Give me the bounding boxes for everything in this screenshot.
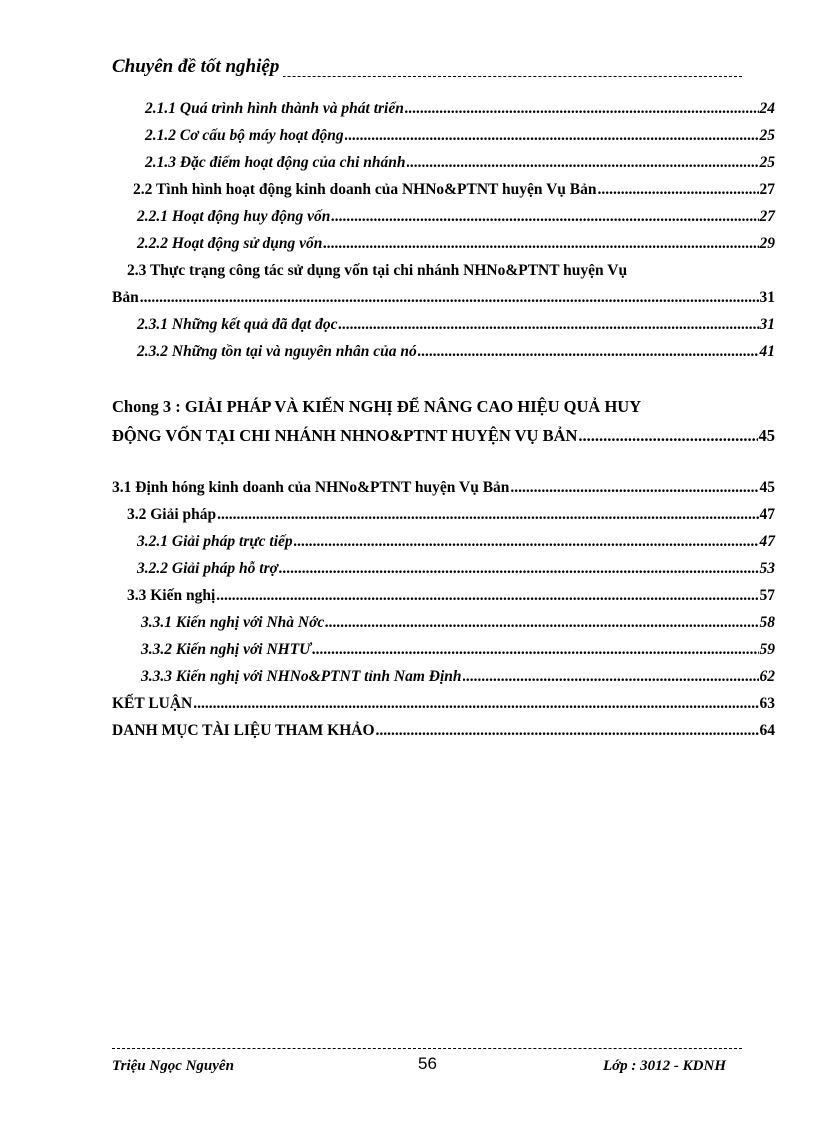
- toc-entry: [137, 343, 775, 361]
- toc-entry-text: 3.2 Giải pháp: [127, 506, 217, 523]
- toc-entry-page: 63: [759, 695, 775, 712]
- toc-entry: [141, 668, 775, 686]
- toc-entry: [112, 722, 775, 740]
- toc-entry-text: 2.2 Tình hình hoạt động kinh doanh của NHNo&PTNT huyện Vụ Bản: [133, 181, 597, 198]
- toc-entry-page: 45: [759, 479, 775, 496]
- dot-leader: [510, 479, 758, 497]
- toc-entry: [112, 289, 775, 307]
- dot-leader: [578, 426, 757, 446]
- toc-entry-text: 3.3.1 Kiến nghị với Nhà Nớc: [141, 614, 325, 631]
- toc-entry-page: 31: [759, 289, 775, 306]
- toc-entry-page: 45: [758, 426, 775, 445]
- toc-entry-page: 64: [759, 722, 775, 739]
- toc-entry-page: 25: [759, 154, 775, 171]
- toc-entry-page: 29: [759, 235, 775, 252]
- toc-entry-page: 31: [759, 316, 775, 333]
- toc-entry: [145, 127, 775, 145]
- toc-entry-text: 3.3 Kiến nghị: [127, 587, 216, 604]
- toc-entry-text: 2.3.2 Những tồn tại và nguyên nhân của nó: [137, 343, 417, 360]
- toc-entry-page: 41: [759, 343, 775, 360]
- toc-entry-page: 47: [759, 533, 775, 550]
- toc-entry: [145, 100, 775, 118]
- toc-entry: [141, 614, 775, 632]
- toc-entry: [127, 587, 775, 605]
- toc-entry-text: 3.3.2 Kiến nghị với NHTƯ: [141, 641, 312, 658]
- dot-leader: [597, 181, 758, 199]
- footer-rule: [112, 1048, 742, 1049]
- page-footer: [112, 1044, 742, 1084]
- toc-entry-page: 24: [759, 100, 775, 117]
- page-header: [112, 52, 742, 82]
- toc-entry: [137, 235, 775, 253]
- dot-leader: [217, 506, 758, 524]
- toc-entry-text: KẾT LUẬN: [112, 695, 193, 712]
- toc-entry: [137, 208, 775, 226]
- toc-entry-page: 62: [759, 668, 775, 685]
- dot-leader: [418, 343, 759, 361]
- toc-entry: [133, 181, 775, 199]
- dot-leader: [325, 614, 758, 632]
- toc-entry: [112, 695, 775, 713]
- toc-entry-page: 27: [759, 208, 775, 225]
- chapter-entry: [112, 426, 775, 446]
- toc-entry-page: 47: [759, 506, 775, 523]
- toc-entry-text: ĐỘNG VỐN TẠI CHI NHÁNH NHNO&PTNT HUYỆN VỤ BẢN: [112, 426, 578, 445]
- dot-leader: [407, 154, 759, 172]
- toc-entry-text: 2.2.2 Hoạt động sử dụng vốn: [137, 235, 323, 252]
- toc-entry-text: 2.3.1 Những kết quả đã đạt đọc: [137, 316, 338, 333]
- toc-entry-page: 25: [759, 127, 775, 144]
- toc-entry-text: 2.1.2 Cơ cấu bộ máy hoạt động: [145, 127, 344, 144]
- toc-entry-text: 2.2.1 Hoạt động huy động vốn: [137, 208, 331, 225]
- header-title: Chuyên đề tốt nghiệp: [112, 56, 283, 78]
- dot-leader: [405, 100, 759, 118]
- toc-entry: [137, 533, 775, 551]
- toc-entry: [145, 154, 775, 172]
- dot-leader: [376, 722, 759, 740]
- footer-class: Lớp : 3012 - KDNH: [602, 1058, 726, 1074]
- toc-entry-page: 27: [759, 181, 775, 198]
- dot-leader: [216, 587, 758, 605]
- toc-entry: [137, 560, 775, 578]
- dot-leader: [323, 235, 758, 253]
- toc-entry: [141, 641, 775, 659]
- toc-entry: [127, 506, 775, 524]
- dot-leader: [338, 316, 758, 334]
- toc-entry-text: 2.1.1 Quá trình hình thành và phát triển: [145, 100, 404, 117]
- toc-entry: [112, 479, 775, 497]
- toc-entry-text: DANH MỤC TÀI LIỆU THAM KHẢO: [112, 722, 375, 739]
- toc-entry-page: 53: [759, 560, 775, 577]
- chapter-heading-line: Chong 3 : GIẢI PHÁP VÀ KIẾN NGHỊ ĐỂ NÂNG CAO HIỆU QUẢ HUY: [112, 397, 642, 416]
- dot-leader: [331, 208, 758, 226]
- toc-entry-text: 3.3.3 Kiến nghị với NHNo&PTNT tỉnh Nam Định: [141, 668, 462, 685]
- dot-leader: [294, 533, 759, 551]
- dot-leader: [140, 289, 759, 307]
- dot-leader: [312, 641, 758, 659]
- footer-author: Triệu Ngọc Nguyên: [112, 1058, 234, 1074]
- dot-leader: [193, 695, 758, 713]
- toc-entry-page: 57: [759, 587, 775, 604]
- dot-leader: [345, 127, 759, 145]
- toc-entry-page: 58: [759, 614, 775, 631]
- toc-entry-text: 3.1 Định hóng kinh doanh của NHNo&PTNT huyện Vụ Bản: [112, 479, 510, 496]
- toc-entry-page: 59: [759, 641, 775, 658]
- dot-leader: [463, 668, 759, 686]
- toc-entry-text: 2.1.3 Đặc điểm hoạt động của chi nhánh: [145, 154, 406, 171]
- toc-entry-text: 3.2.2 Giải pháp hỗ trợ: [137, 560, 278, 577]
- toc-entry-text: Bản: [112, 289, 139, 306]
- page-number: 56: [418, 1054, 437, 1073]
- dot-leader: [279, 560, 759, 578]
- toc-entry-text: 3.2.1 Giải pháp trực tiếp: [137, 533, 293, 550]
- toc-entry: [137, 316, 775, 334]
- toc-entry-wrapped-line: 2.3 Thực trạng công tác sử dụng vốn tại chi nhánh NHNo&PTNT huyện Vụ: [127, 262, 628, 279]
